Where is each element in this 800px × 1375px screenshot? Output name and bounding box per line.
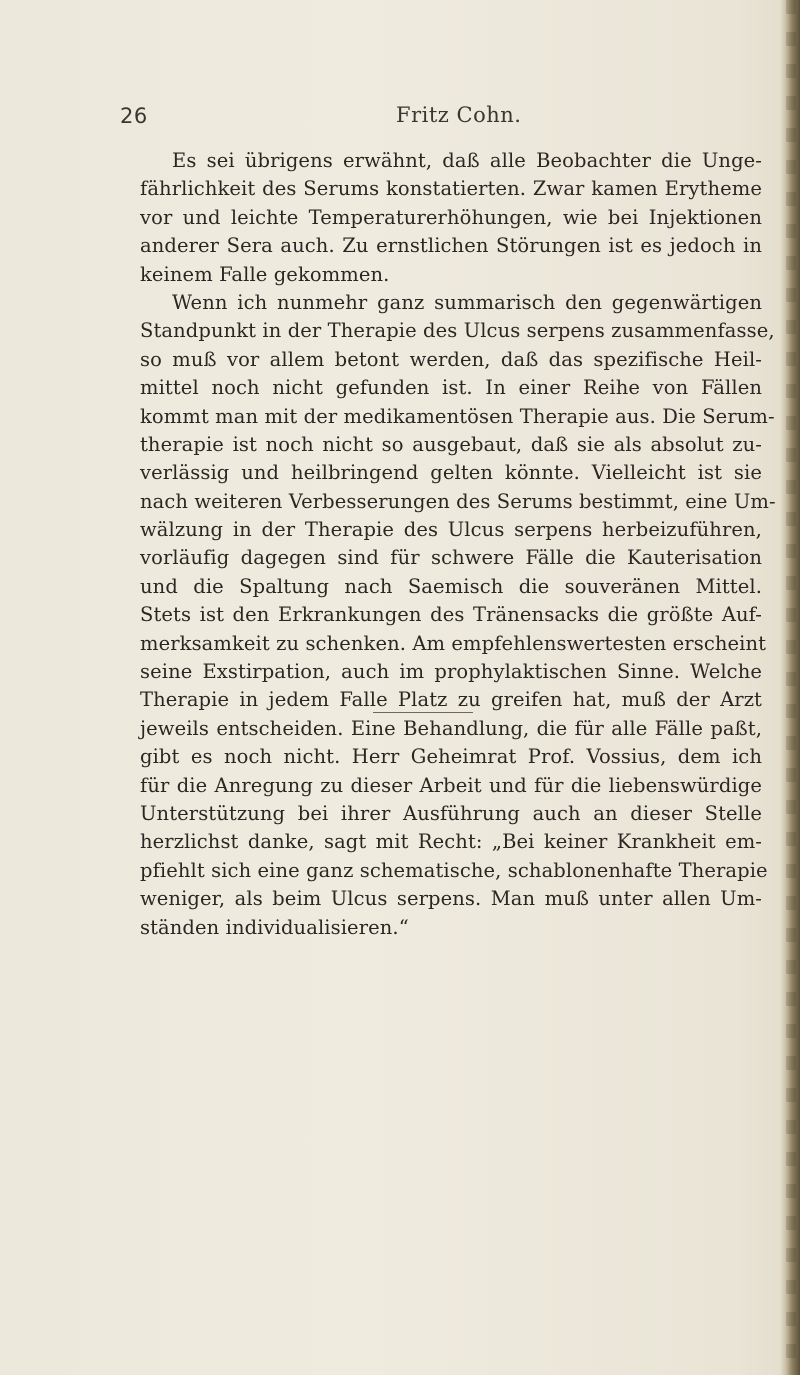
paragraph-1 — [140, 147, 762, 289]
text-line: verlässig und heilbringend gelten könnte. Vielleicht ist sie — [140, 461, 762, 485]
text-line: Es sei übrigens erwähnt, daß alle Beobachter die Unge- — [172, 149, 762, 172]
body-text — [140, 147, 776, 942]
text-line: herzlichst danke, sagt mit Recht: „Bei keiner Krankheit em- — [140, 830, 762, 854]
text-line: fährlichkeit des Serums konstatierten. Zwar kamen Erytheme — [140, 177, 762, 201]
end-rule — [373, 712, 473, 713]
page-header — [0, 100, 780, 140]
text-line: weniger, als beim Ulcus serpens. Man muß unter allen Um- — [140, 887, 762, 911]
text-line: nach weiteren Verbesserungen des Serums bestimmt, eine Um- — [140, 489, 776, 513]
text-line: therapie ist noch nicht so ausgebaut, daß sie als absolut zu- — [140, 432, 762, 456]
page-number: 26 — [120, 104, 148, 128]
text-line: mittel noch nicht gefunden ist. In einer Reihe von Fällen — [140, 376, 762, 400]
text-line: vorläufig dagegen sind für schwere Fälle die Kauterisation — [140, 546, 762, 570]
text-line: seine Exstirpation, auch im prophylaktischen Sinne. Welche — [140, 660, 762, 684]
running-head: Fritz Cohn. — [396, 103, 522, 127]
text-line: Unterstützung bei ihrer Ausführung auch an dieser Stelle — [140, 801, 762, 825]
text-line: wälzung in der Therapie des Ulcus serpens herbeizuführen, — [140, 518, 762, 542]
text-line: Stets ist den Erkrankungen des Tränensacks die größte Auf- — [140, 603, 762, 627]
binding-shadow — [786, 0, 796, 1375]
text-line: jeweils entscheiden. Eine Behandlung, die für alle Fälle paßt, — [140, 716, 762, 740]
text-line: keinem Falle gekommen. — [140, 262, 390, 286]
text-line: so muß vor allem betont werden, daß das spezifische Heil- — [140, 347, 762, 371]
text-line: kommt man mit der medikamentösen Therapie aus. Die Serum- — [140, 404, 775, 428]
text-line: merksamkeit zu schenken. Am empfehlenswertesten erscheint — [140, 631, 767, 655]
text-line: ständen individualisieren.“ — [140, 915, 409, 939]
paragraph-2 — [140, 289, 776, 942]
text-line: für die Anregung zu dieser Arbeit und für die liebenswürdige — [140, 773, 762, 797]
text-line: Wenn ich nunmehr ganz summarisch den gegenwärtigen — [172, 290, 762, 314]
text-line: gibt es noch nicht. Herr Geheimrat Prof. Vossius, dem ich — [140, 745, 762, 769]
text-line: Therapie in jedem Falle Platz zu greifen hat, muß der Arzt — [140, 688, 762, 712]
text-line: vor und leichte Temperaturerhöhungen, wie bei Injektionen — [140, 205, 762, 229]
text-line: und die Spaltung nach Saemisch die souveränen Mittel. — [140, 574, 762, 598]
text-line: Standpunkt in der Therapie des Ulcus serpens zusammenfasse, — [140, 319, 775, 343]
text-line: pfiehlt sich eine ganz schematische, schablonenhafte Therapie — [140, 858, 768, 882]
text-line: anderer Sera auch. Zu ernstlichen Störungen ist es jedoch in — [140, 234, 762, 258]
